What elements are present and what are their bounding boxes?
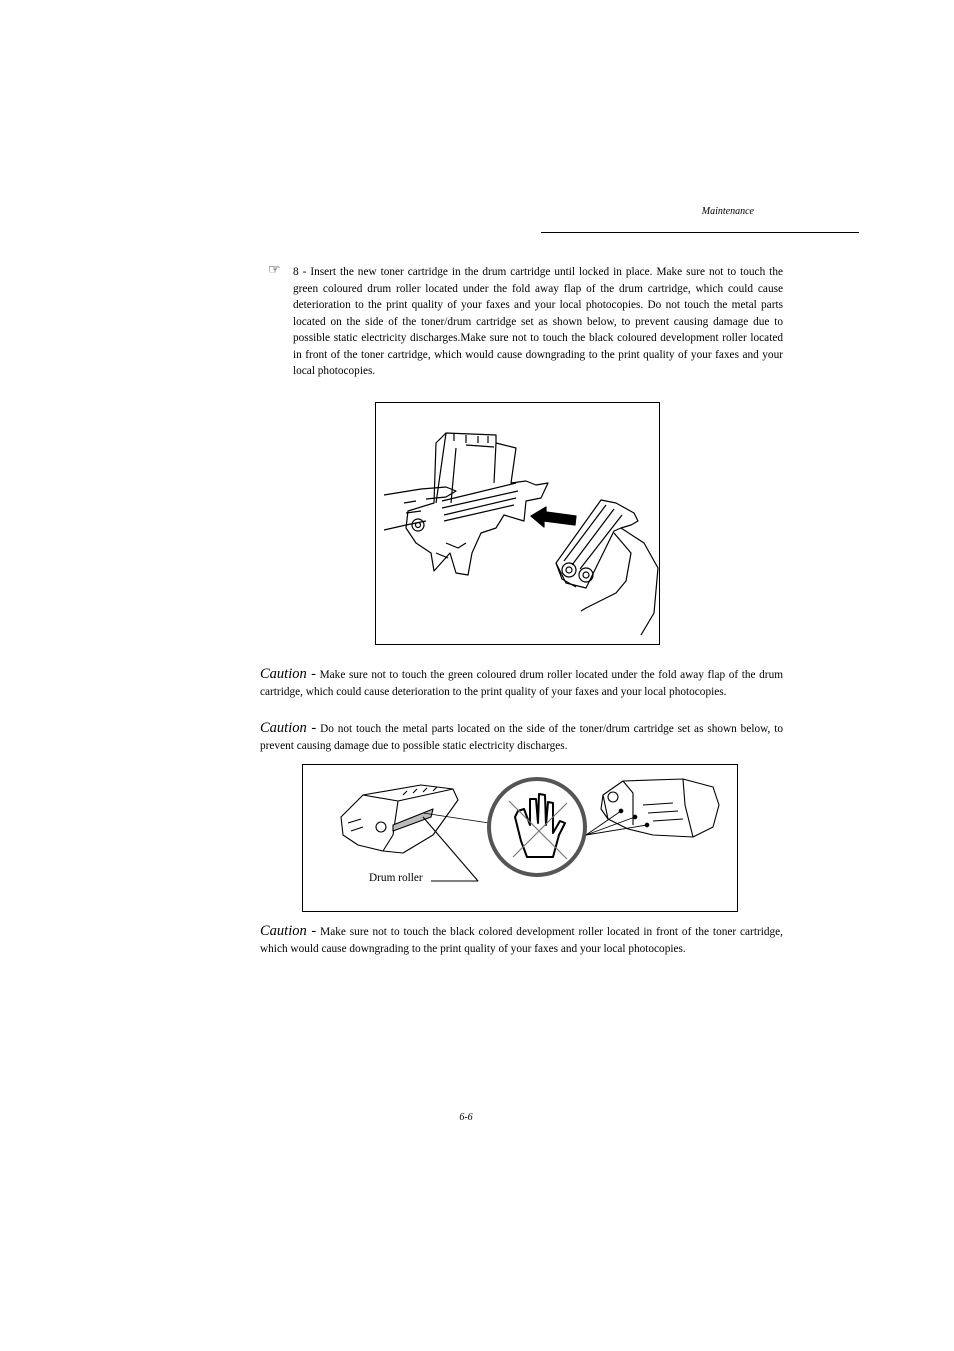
caution-label: Caution - bbox=[260, 923, 317, 939]
drum-cartridge-drawing bbox=[406, 433, 548, 575]
header-rule bbox=[541, 232, 859, 233]
pointing-hand-icon: ☞ bbox=[268, 263, 281, 278]
hand-drawing-right bbox=[581, 528, 658, 635]
caution-text: Make sure not to touch the black colored development roller located in front of the toner cartridge, which would cause downgrading to the print quality of your faxes and your local photocopies. bbox=[260, 926, 783, 955]
step-8-text: 8 - Insert the new toner cartridge in the drum cartridge until locked in place. Make sure not to touch the green coloured drum roller located under the fold away flap of the drum cartridge, which could cause deterioration to the print quality of your faxes and your local photocopies. Do not touch the metal parts located on the side of the toner/drum cartridge set as shown below, to prevent causing damage due to possible static electricity discharges.Make sure not to touch the black coloured development roller located in front of the toner cartridge, which would cause downgrading to the print quality of your faxes and your local photocopies. bbox=[293, 266, 783, 377]
drum-roller-label: Drum roller bbox=[369, 872, 423, 884]
caution-label: Caution - bbox=[260, 666, 316, 682]
no-touch-icon bbox=[489, 779, 585, 875]
metal-parts-pointers bbox=[586, 809, 649, 835]
caution-metal-parts bbox=[260, 720, 783, 754]
caution-drum-roller bbox=[260, 666, 783, 700]
running-header: Maintenance bbox=[701, 206, 754, 217]
figure-do-not-touch bbox=[302, 764, 738, 912]
caution-development-roller bbox=[260, 923, 783, 957]
caution-text: Do not touch the metal parts located on the side of the toner/drum cartridge set as shown below, to prevent causing damage due to possible static electricity discharges. bbox=[260, 723, 784, 752]
caution-text: Make sure not to touch the green coloured drum roller located under the fold away flap of the drum cartridge, which could cause deterioration to the print quality of your faxes and your local photocopies. bbox=[260, 669, 784, 698]
page-number: 6-6 bbox=[459, 1112, 473, 1123]
figure-insert-toner bbox=[375, 402, 660, 645]
caution-label: Caution - bbox=[260, 720, 317, 736]
toner-cartridge-drawing bbox=[556, 500, 638, 588]
drum-roller-leader bbox=[423, 813, 489, 823]
cartridge-front-drawing bbox=[341, 785, 458, 853]
drum-roller-callout-line bbox=[423, 817, 478, 881]
cartridge-side-drawing bbox=[601, 779, 719, 837]
insert-arrow-icon bbox=[531, 507, 576, 527]
